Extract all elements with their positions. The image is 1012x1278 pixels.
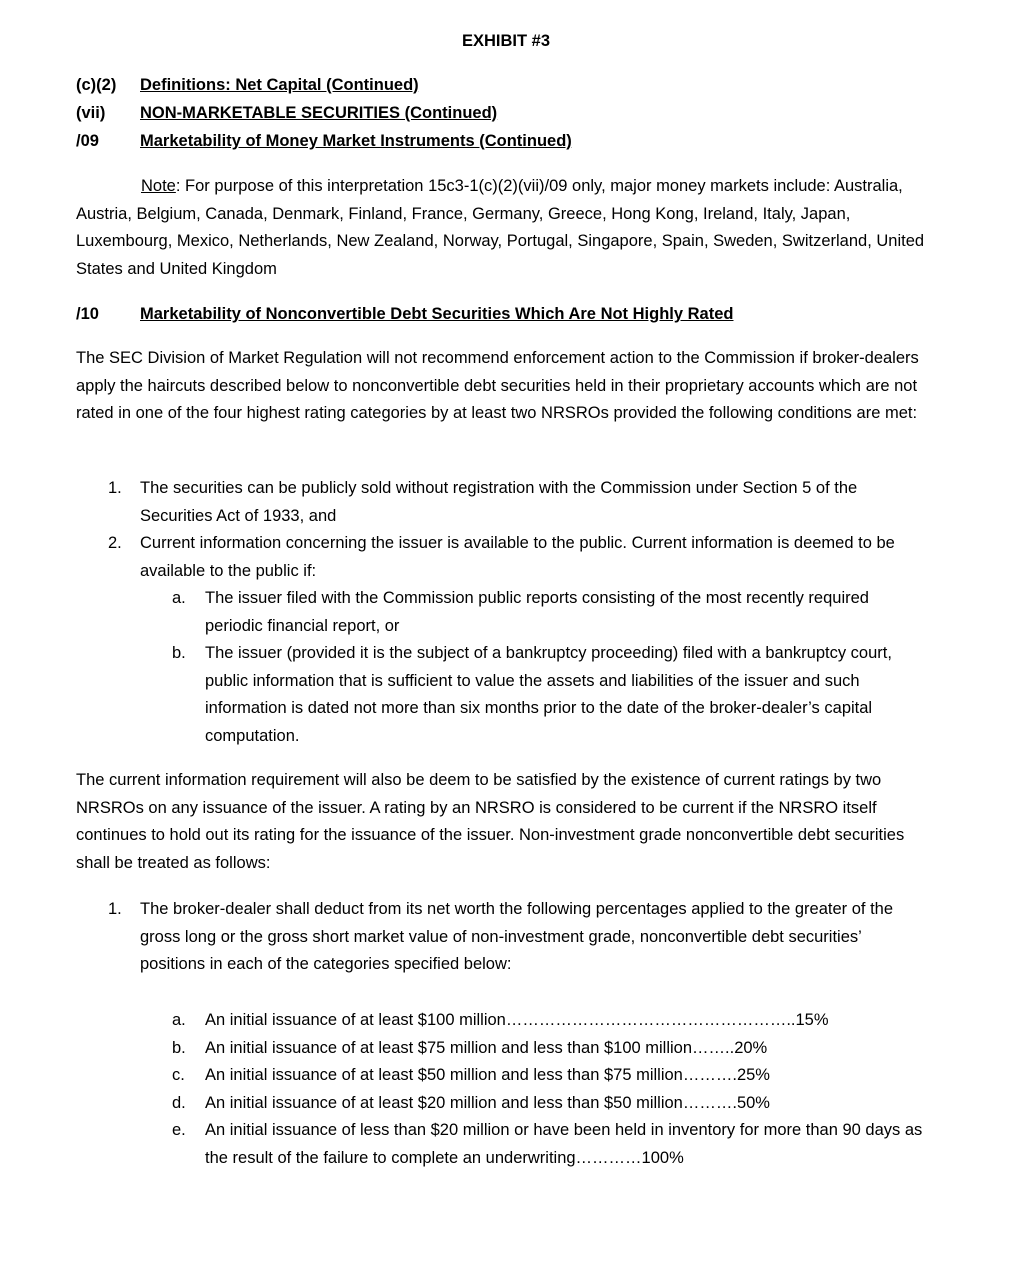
list-item: The broker-dealer shall deduct from its net worth the following percentages applied to the greater of the gross long or the gross short market value of non-investment grade, nonconvertible debt securities’ positions in each of the categories specified below:	[140, 900, 894, 974]
haircut-item: An initial issuance of less than $20 million or have been held in inventory for more than 90 days as the result of the failure to complete an underwriting…………100%	[205, 1121, 923, 1167]
note-text: : For purpose of this interpretation 15c3-1(c)(2)(vii)/09 only, major money markets include: Australia, Austria, Belgium, Canada, Denmark, Finland, France, Germany, Greece, Hong Kong, Ireland, Italy, Japan, Luxembourg, Mexico, Netherlands, New Zealand, Norway, Portugal, Singapore, Spain, Sweden, Switzerland, United States and United Kingdom	[76, 177, 925, 278]
exhibit-title: EXHIBIT #3	[461, 32, 551, 50]
list-item: The issuer (provided it is the subject of a bankruptcy proceeding) filed with a bankruptcy court, public information that is sufficient to value the assets and liabilities of the issuer and such information is dated not more than six months prior to the date of the broker-dealer’s capital computation.	[205, 644, 892, 745]
list-letter: d.	[172, 1094, 186, 1112]
intro-paragraph: The SEC Division of Market Regulation will not recommend enforcement action to the Commission if broker-dealers apply the haircuts described below to nonconvertible debt securities held in their proprietary accounts which are not rated in one of the four highest rating categories by at least two NRSROs provided the following conditions are met:	[76, 349, 919, 423]
haircut-item: An initial issuance of at least $20 million and less than $50 million……….50%	[205, 1094, 770, 1112]
list-letter: b.	[172, 1039, 186, 1057]
list-letter: b.	[172, 644, 186, 662]
list-letter: a.	[172, 1011, 186, 1029]
section-title: Marketability of Nonconvertible Debt Securities Which Are Not Highly Rated	[140, 305, 734, 323]
note-paragraph	[76, 173, 926, 283]
heading-title: Marketability of Money Market Instruments (Continued)	[140, 132, 572, 150]
heading-title: Definitions: Net Capital (Continued)	[140, 76, 419, 94]
current-info-paragraph: The current information requirement will also be deem to be satisfied by the existence of current ratings by two NRSROs on any issuance of the issuer. A rating by an NRSRO is considered to be current if the NRSRO itself continues to hold out its rating for the issuance of the issuer. Non-investment grade nonconvertible debt securities shall be treated as follows:	[76, 771, 905, 872]
section-heading	[76, 301, 733, 329]
note-label: Note	[141, 177, 176, 195]
haircut-item: An initial issuance of at least $100 million……………………………………………..15%	[205, 1011, 829, 1029]
list-letter: e.	[172, 1121, 186, 1139]
heading-row	[76, 128, 572, 156]
list-number: 1.	[108, 900, 122, 918]
list-item: The issuer filed with the Commission public reports consisting of the most recently required periodic financial report, or	[205, 589, 869, 635]
list-number: 2.	[108, 534, 122, 552]
list-letter: c.	[172, 1066, 185, 1084]
list-number: 1.	[108, 479, 122, 497]
section-code: /10	[76, 305, 99, 323]
list-item: The securities can be publicly sold without registration with the Commission under Section 5 of the Securities Act of 1933, and	[140, 479, 858, 525]
haircut-item: An initial issuance of at least $75 million and less than $100 million……..20%	[205, 1039, 768, 1057]
heading-row	[76, 100, 497, 128]
heading-code: (vii)	[76, 104, 106, 122]
heading-row	[76, 72, 419, 100]
haircut-item: An initial issuance of at least $50 million and less than $75 million……….25%	[205, 1066, 770, 1084]
heading-code: /09	[76, 132, 99, 150]
list-item: Current information concerning the issuer is available to the public. Current information is deemed to be available to the public if:	[140, 534, 895, 580]
heading-title: NON-MARKETABLE SECURITIES (Continued)	[140, 104, 498, 122]
list-letter: a.	[172, 589, 186, 607]
heading-code: (c)(2)	[76, 76, 117, 94]
